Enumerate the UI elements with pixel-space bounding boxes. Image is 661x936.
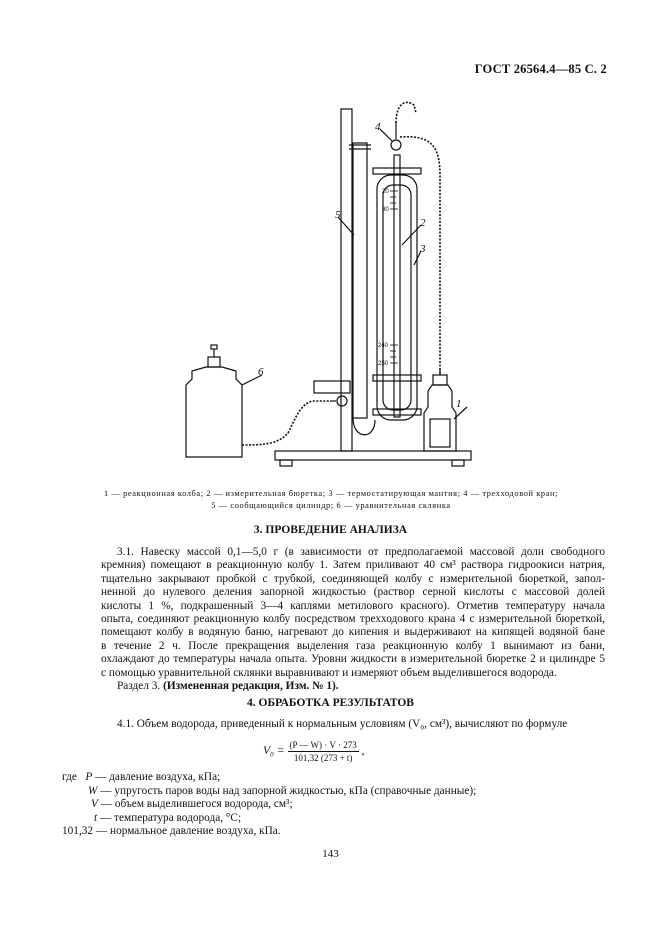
section-4-intro (101, 718, 605, 731)
definition-text: — объем выделившегося водорода, см³; (100, 798, 293, 811)
formula-numerator: (P — W) · V · 273 (289, 740, 357, 750)
formula (263, 740, 364, 763)
scale-mark: 250 (378, 361, 389, 367)
definition-row (62, 798, 476, 812)
callout-2: 2 (420, 217, 426, 229)
amendment-note (101, 680, 605, 693)
amendment-prefix: Раздел 3. (117, 680, 161, 693)
definition-symbol: W (88, 784, 98, 797)
definition-text: — упругость паров воды над запорной жидкостью, кПа (справочные данные); (100, 784, 477, 797)
definition-row (62, 825, 476, 839)
paragraph-line: кремния) помещают в реакционную колбу 1. Затем приливают 40 см³ раствора гидроокиси натрия, (101, 559, 605, 572)
variable-definitions (62, 771, 476, 839)
paragraph-line: с помощью уравнительной склянки выравнивают и измеряют объем выделившегося водорода. (101, 666, 557, 679)
figure-caption (96, 488, 566, 512)
formula-lhs: V₀ = (263, 745, 285, 758)
callout-5: 5 (335, 209, 341, 221)
section-3-paragraph (101, 546, 605, 693)
caption-line: 1 — реакционная колба; 2 — измерительная бюретка; 3 — термостатирующая мантия; 4 — трехходовой кран; (103, 489, 559, 498)
paragraph-line: 4.1. Объем водорода, приведенный к нормальным условиям (V₀, см³), вычисляют по формуле (117, 718, 568, 730)
scale-mark: 20 (382, 189, 389, 195)
paragraph-line: ненной до нулевого деления запорной жидкостью (раствор серной кислоты с массовой долей (101, 586, 605, 599)
definition-row (62, 785, 476, 799)
scale-mark: 30 (382, 207, 389, 213)
stopcock-4 (391, 140, 401, 150)
definition-text: — давление воздуха, кПа; (95, 771, 221, 783)
definition-text: — нормальное давление воздуха, кПа. (95, 825, 281, 838)
definition-symbol: t (94, 811, 98, 824)
page-number: 143 (322, 848, 339, 860)
paragraph-line: тщательно закрывают пробкой с трубкой, соединяющей колбу с измерительной бюреткой, запол- (101, 572, 605, 585)
definition-symbol: P (85, 771, 93, 783)
callout-6: 6 (258, 366, 264, 378)
section-4-title: 4. ОБРАБОТКА РЕЗУЛЬТАТОВ (247, 697, 414, 709)
callout-4: 4 (375, 121, 381, 133)
caption-line: 5 — сообщающийся цилиндр; 6 — уравнительная склянка (211, 501, 451, 510)
leveling-bottle-6 (186, 367, 242, 457)
scale-mark: 240 (378, 343, 389, 349)
formula-denominator: 101,32 (273 + t) (293, 753, 353, 763)
paragraph-line: в течение 2 ч. После прекращения выделения газа реакционную колбу 1 вынимают из бани, (101, 639, 605, 652)
formula-fraction (288, 740, 359, 763)
callout-3: 3 (420, 243, 426, 255)
amendment-bold: (Измененная редакция, Изм. № 1). (163, 680, 339, 693)
definition-symbol: 101,32 (62, 825, 94, 838)
definition-text: — температура водорода, °С; (99, 811, 242, 824)
where-label: где (62, 771, 77, 783)
callout-1: 1 (456, 398, 462, 410)
paragraph-line: опыта, соединяют реакционную колбу посредством трехходового крана 4 с измерительной бюреткой, (101, 613, 605, 626)
definition-row (62, 771, 476, 785)
section-3-title: 3. ПРОВЕДЕНИЕ АНАЛИЗА (253, 524, 408, 536)
cylinder-5 (353, 143, 367, 418)
paragraph-line: охлаждают до температуры начала опыта. Уровни жидкости в измерительной бюретке 2 и цилиндре 5 (101, 653, 605, 666)
paragraph-line: 3.1. Навеску массой 0,1—5,0 г (в зависимости от предполагаемой массовой доли свободного (117, 546, 605, 558)
apparatus-figure (170, 85, 500, 483)
reaction-flask-1 (424, 385, 456, 451)
burette-2 (394, 155, 400, 417)
formula-tail: , (361, 745, 365, 758)
paragraph-line: кислоты 1 %, подкрашенный 3—4 каплями метилового красного). Отметив температуру начала (101, 599, 605, 612)
page-header: ГОСТ 26564.4—85 С. 2 (474, 62, 607, 76)
base-plate (275, 451, 471, 460)
definition-symbol: V (91, 798, 98, 811)
definition-row (62, 812, 476, 826)
paragraph-line: помещают колбу в водяную баню, нагревают до кипения и выдерживают на кипящей водяной бане (101, 626, 605, 639)
